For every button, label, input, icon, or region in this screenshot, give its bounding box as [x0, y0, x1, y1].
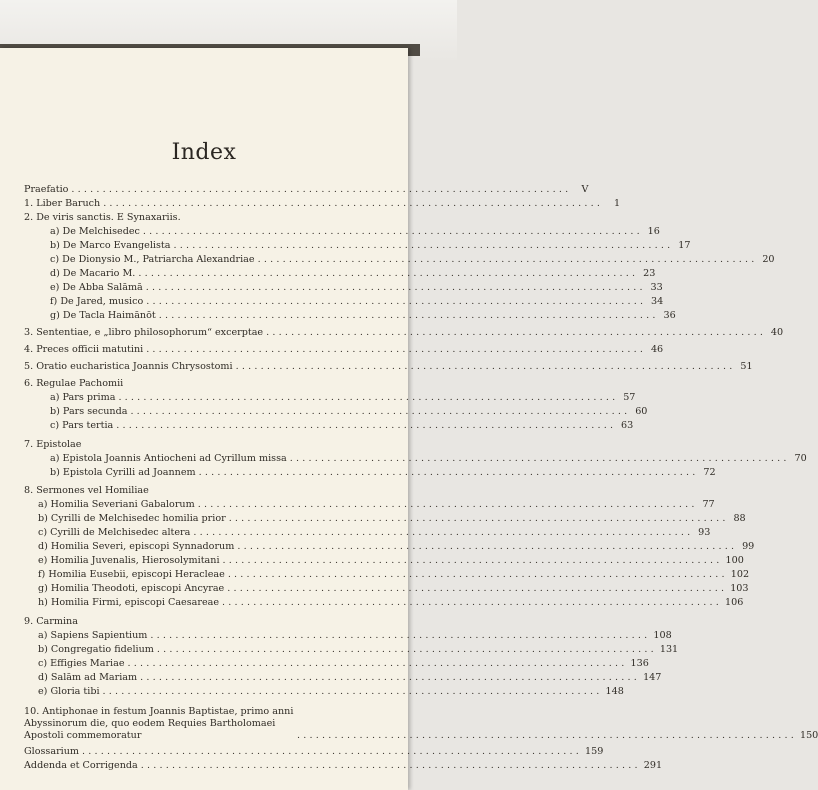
- leader-dots: ................................................................................: [257, 254, 758, 265]
- index-entry-page: 40: [770, 327, 784, 338]
- index-entry: [38, 686, 624, 698]
- index-entry-label: Addenda et Corrigenda: [24, 760, 138, 771]
- leader-dots: ................................................................................: [266, 327, 767, 338]
- index-entry-page: 148: [605, 686, 624, 697]
- index-entry-page: 147: [643, 672, 662, 683]
- index-entry-label: Praefatio: [24, 184, 69, 195]
- index-entry: [24, 212, 348, 224]
- index-entry: [38, 555, 744, 567]
- leader-dots: ................................................................................: [156, 644, 657, 655]
- leader-dots: ................................................................................: [102, 686, 603, 697]
- index-entry-label: d) Homilia Severi, episcopi Synnadorum: [38, 541, 235, 552]
- index-entry-page: 291: [643, 760, 663, 771]
- index-entry-page: 159: [584, 746, 604, 757]
- leader-dots: ................................................................................: [140, 760, 641, 771]
- index-entry-label: b) Congregatio fidelium: [38, 644, 154, 655]
- index-entry: [24, 378, 348, 390]
- index-entry: [24, 361, 753, 373]
- index-entry-label: 7. Epistolae: [24, 439, 82, 450]
- index-entry-label: 8. Sermones vel Homiliae: [24, 485, 149, 496]
- index-entry-label: f) De Jared, musico: [50, 296, 144, 307]
- leader-dots: ................................................................................: [116, 420, 617, 431]
- leader-dots: ................................................................................: [145, 282, 646, 293]
- index-entry: [50, 310, 676, 322]
- index-entry: [38, 527, 711, 539]
- index-entry-page: 108: [653, 630, 672, 641]
- index-entry-page: 60: [635, 406, 648, 417]
- leader-dots: ................................................................................: [227, 569, 728, 580]
- leader-dots: ................................................................................: [297, 730, 797, 741]
- index-entry-page: 136: [630, 658, 649, 669]
- index-entry: [38, 541, 755, 553]
- leader-dots: ................................................................................: [228, 513, 729, 524]
- leader-dots: ................................................................................: [198, 467, 699, 478]
- index-entry: [50, 406, 648, 418]
- leader-dots: ................................................................................: [289, 453, 790, 464]
- index-entry-page: 99: [742, 541, 755, 552]
- index-entry: [50, 420, 634, 432]
- index-entry: [50, 226, 660, 238]
- index-entry-label: 2. De viris sanctis. E Synaxariis.: [24, 212, 181, 223]
- index-entry: [38, 658, 649, 670]
- index-entry-page: 103: [730, 583, 749, 594]
- index-entry-label: c) Effigies Mariae: [38, 658, 125, 669]
- index-entry-page: 20: [762, 254, 775, 265]
- index-entry-label: b) Pars secunda: [50, 406, 128, 417]
- index-entry: [38, 597, 744, 609]
- index-entry-page: 46: [650, 344, 664, 355]
- index-entry-label: c) De Dionysio M., Patriarcha Alexandriae: [50, 254, 255, 265]
- leader-dots: ................................................................................: [235, 361, 736, 372]
- leader-dots: ................................................................................: [103, 198, 604, 209]
- index-entry-label: e) Gloria tibi: [38, 686, 100, 697]
- index-entry: [24, 760, 663, 772]
- index-entry-label: 4. Preces officii matutini: [24, 344, 144, 355]
- index-entry-label: b) De Marco Evangelista: [50, 240, 171, 251]
- leader-dots: ................................................................................: [146, 296, 647, 307]
- index-entry: [24, 184, 589, 196]
- leader-dots: ................................................................................: [118, 392, 619, 403]
- index-entry-label: 6. Regulae Pachomii: [24, 378, 124, 389]
- leader-dots: ................................................................................: [222, 597, 722, 608]
- index-entry-label: b) Epistola Cyrilli ad Joannem: [50, 467, 196, 478]
- leader-dots: ................................................................................: [142, 226, 643, 237]
- index-entry-page: 70: [794, 453, 807, 464]
- index-entry-page: 57: [623, 392, 636, 403]
- index-entry-label: b) Cyrilli de Melchisedec homilia prior: [38, 513, 226, 524]
- leader-dots: ................................................................................: [138, 268, 639, 279]
- index-entry-page: 17: [678, 240, 691, 251]
- index-entry-label: d) Salām ad Mariam: [38, 672, 138, 683]
- leader-dots: ................................................................................: [197, 499, 698, 510]
- index-entry-page: 88: [733, 513, 746, 524]
- leader-dots: ................................................................................: [173, 240, 674, 251]
- index-entry: [50, 453, 807, 465]
- leader-dots: ................................................................................: [222, 555, 723, 566]
- index-entry-label: 1. Liber Baruch: [24, 198, 101, 209]
- index-entry: [38, 630, 672, 642]
- leader-dots: ................................................................................: [158, 310, 659, 321]
- index-entries: [0, 48, 818, 790]
- index-entry-page: 36: [663, 310, 676, 321]
- index-entry-page: 72: [703, 467, 716, 478]
- leader-dots: ................................................................................: [237, 541, 738, 552]
- index-entry-label: g) Homilia Theodoti, episcopi Ancyrae: [38, 583, 225, 594]
- index-entry-label: c) Pars tertia: [50, 420, 114, 431]
- index-entry-label: d) De Macario M.: [50, 268, 136, 279]
- index-entry-label: a) Pars prima: [50, 392, 116, 403]
- index-entry-page: 93: [698, 527, 711, 538]
- index-entry-page: V: [581, 184, 589, 195]
- index-entry-page: 106: [725, 597, 744, 608]
- index-entry-label: f) Homilia Eusebii, episcopi Heracleae: [38, 569, 225, 580]
- index-entry-label: a) Sapiens Sapientium: [38, 630, 148, 641]
- index-entry-page: 102: [730, 569, 750, 580]
- index-entry: [24, 327, 784, 339]
- index-entry-page: 1: [614, 198, 621, 209]
- index-entry: [24, 344, 664, 356]
- index-entry: [38, 513, 746, 525]
- index-entry: [50, 296, 664, 308]
- index-title: Index: [171, 140, 237, 165]
- index-entry-label: a) Homilia Severiani Gabalorum: [38, 499, 195, 510]
- index-entry: [24, 706, 818, 742]
- index-entry: [24, 439, 348, 451]
- index-entry-label: 9. Carmina: [24, 616, 78, 627]
- leader-dots: ................................................................................: [140, 672, 641, 683]
- index-entry-label: Glossarium: [24, 746, 80, 757]
- leader-dots: ................................................................................: [146, 344, 647, 355]
- index-entry-label: 10. Antiphonae in festum Joannis Baptistae, primo anni Abyssinorum die, quo eodem Requies Bartholomaei Apostoli commemoratur: [24, 706, 294, 741]
- index-entry-page: 77: [702, 499, 715, 510]
- index-entry: [24, 616, 348, 628]
- leader-dots: ................................................................................: [227, 583, 728, 594]
- index-entry: [50, 392, 636, 404]
- index-entry-page: 131: [659, 644, 679, 655]
- index-entry: [38, 672, 662, 684]
- index-entry: [24, 198, 621, 210]
- index-entry-label: c) Cyrilli de Melchisedec altera: [38, 527, 191, 538]
- index-entry-label: 5. Oratio eucharistica Joannis Chrysostomi: [24, 361, 233, 372]
- index-entry-label: a) Epistola Joannis Antiocheni ad Cyrillum missa: [50, 453, 287, 464]
- index-entry-label: e) Homilia Juvenalis, Hierosolymitani: [38, 555, 220, 566]
- index-entry: [38, 569, 750, 581]
- index-entry-page: 16: [647, 226, 660, 237]
- index-entry-label: 3. Sententiae, e „libro philosophorum“ excerptae: [24, 327, 264, 338]
- leader-dots: ................................................................................: [82, 746, 582, 757]
- index-entry: [24, 485, 348, 497]
- leader-dots: ................................................................................: [193, 527, 694, 538]
- book-page: [0, 48, 818, 790]
- index-entry: [50, 467, 716, 479]
- index-entry-page: 33: [650, 282, 663, 293]
- index-entry-label: g) De Tacla Haimānōt: [50, 310, 156, 321]
- leader-dots: ................................................................................: [71, 184, 572, 195]
- index-entry-page: 150: [799, 730, 818, 741]
- index-entry-label: h) Homilia Firmi, episcopi Caesareae: [38, 597, 220, 608]
- index-entry: [50, 268, 656, 280]
- index-entry: [38, 583, 749, 595]
- index-entry: [38, 644, 679, 656]
- index-entry-page: 34: [651, 296, 664, 307]
- index-entry: [50, 254, 775, 266]
- index-entry: [38, 499, 715, 511]
- leader-dots: ................................................................................: [130, 406, 631, 417]
- index-entry-page: 51: [740, 361, 753, 372]
- index-entry-label: a) De Melchisedec: [50, 226, 140, 237]
- index-entry: [50, 240, 691, 252]
- leader-dots: ................................................................................: [150, 630, 651, 641]
- index-entry: [50, 282, 663, 294]
- index-entry: [24, 746, 604, 758]
- index-entry-label: e) De Abba Salāmā: [50, 282, 143, 293]
- index-entry-page: 63: [620, 420, 634, 431]
- index-entry-page: 23: [643, 268, 656, 279]
- leader-dots: ................................................................................: [127, 658, 628, 669]
- index-entry-page: 100: [725, 555, 744, 566]
